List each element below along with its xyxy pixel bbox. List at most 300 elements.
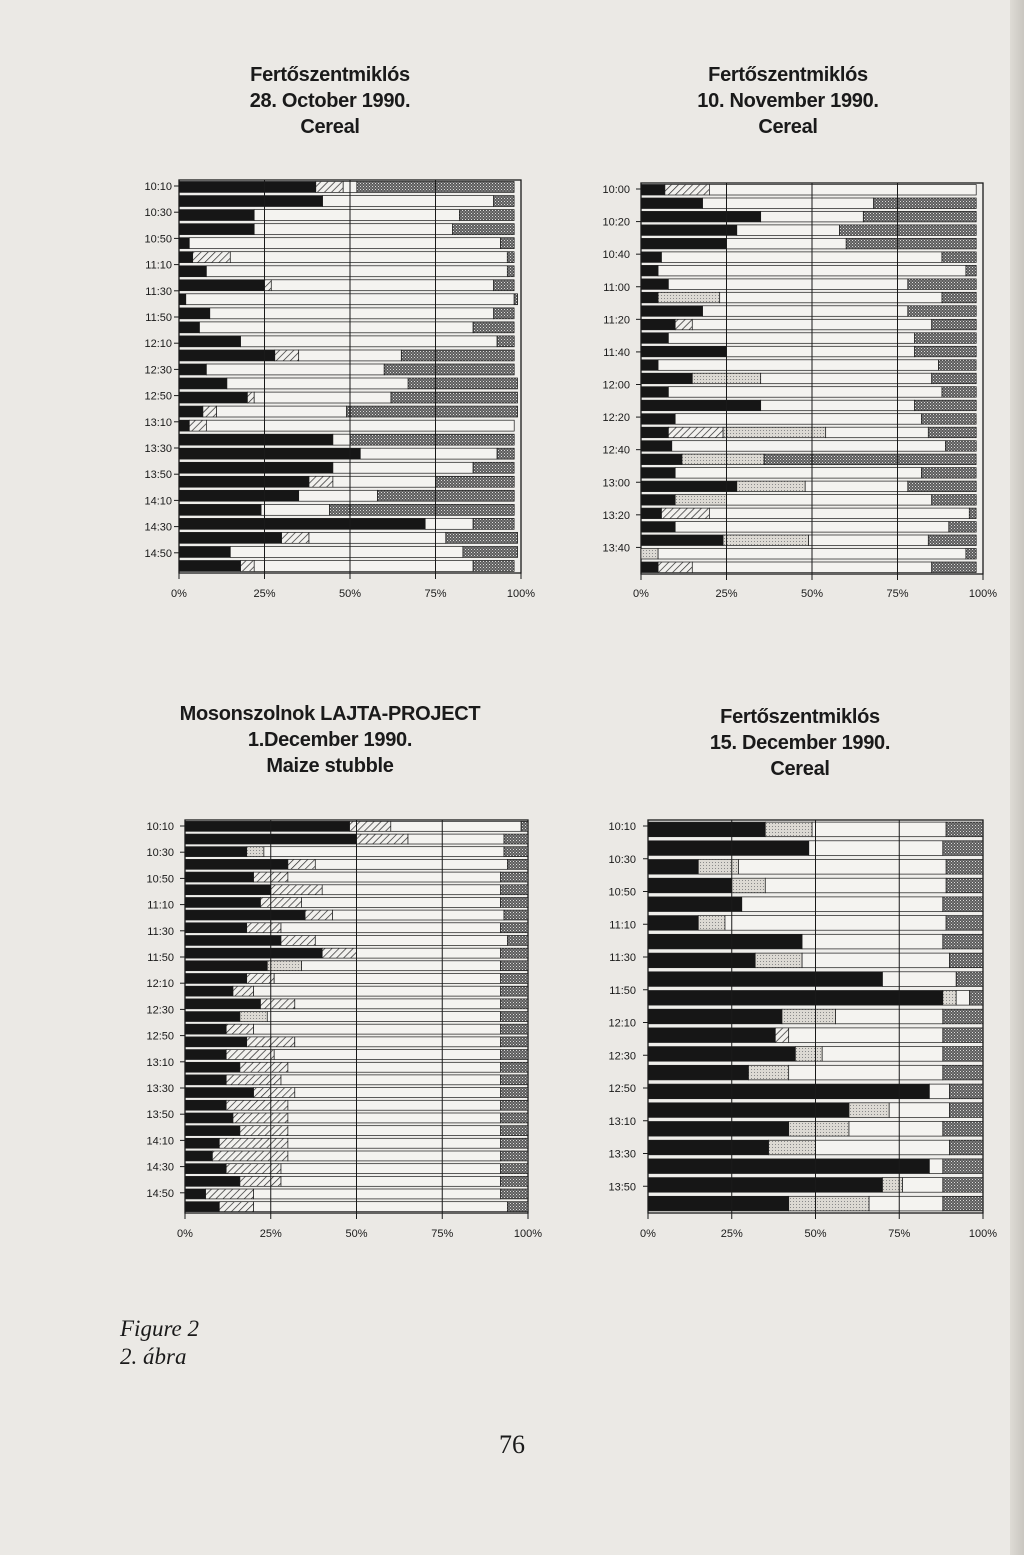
- bar-26-segment-hatched: [282, 532, 309, 543]
- y-tick-label: 13:50: [144, 469, 172, 482]
- y-tick-label: 11:00: [603, 281, 630, 294]
- bar-3-segment-stippled: [504, 847, 528, 857]
- y-tick-label: 13:10: [146, 1056, 174, 1069]
- bar-2-segment-stippled: [943, 841, 983, 856]
- bar-21-segment-dark: [648, 1196, 789, 1211]
- bar-10-segment-dark: [179, 308, 210, 319]
- bar-5-segment-stippled: [943, 897, 983, 912]
- bar-19-segment-open: [826, 427, 929, 438]
- bar-17-segment-open: [849, 1122, 943, 1137]
- bar-2-segment-dark: [648, 841, 809, 856]
- y-tick-label: 10:50: [146, 873, 174, 886]
- bar-29-segment-dark: [185, 1176, 240, 1186]
- bar-12-segment-dark: [641, 333, 668, 344]
- x-tick-label: 75%: [431, 1228, 454, 1240]
- bar-21-segment-dark: [641, 454, 682, 465]
- bar-2-segment-stippled: [494, 196, 514, 207]
- bar-20-segment-stippled: [943, 1178, 983, 1193]
- bar-31-segment-dark: [185, 1202, 219, 1212]
- bar-9-segment-dark: [641, 292, 658, 303]
- panel-4-title-habitat: Cereal: [770, 758, 830, 780]
- bar-5-segment-open: [742, 897, 943, 912]
- x-tick-label: 100%: [968, 588, 998, 600]
- y-tick-label: 12:10: [144, 338, 172, 351]
- bar-28-segment-hatched: [241, 561, 255, 572]
- bar-20-segment-stippled: [501, 1062, 528, 1072]
- bar-12-segment-dark: [648, 1028, 775, 1043]
- bar-11-segment-light: [782, 1009, 836, 1024]
- bar-21-segment-stippled: [473, 462, 514, 473]
- bar-17-segment-stippled: [943, 1122, 983, 1137]
- bar-18-segment-stippled: [950, 1140, 984, 1155]
- bar-7-segment-stippled: [943, 934, 983, 949]
- bar-20-segment-dark: [179, 448, 360, 459]
- bar-14-segment-dark: [179, 364, 206, 375]
- bar-19-segment-dark: [641, 427, 668, 438]
- y-tick-label: 10:20: [602, 216, 630, 229]
- bar-27-segment-open: [809, 535, 929, 546]
- bar-8-segment-open: [271, 280, 493, 291]
- bar-17-segment-stippled: [347, 406, 518, 417]
- bar-9-segment-stippled: [956, 972, 983, 987]
- bar-12-segment-light: [267, 961, 301, 971]
- bar-6-segment-dark: [641, 252, 662, 263]
- y-tick-label: 10:10: [608, 821, 636, 833]
- bar-10-segment-dark: [185, 936, 281, 946]
- bar-4-segment-stippled: [507, 859, 528, 869]
- bar-18-segment-open: [816, 1140, 950, 1155]
- bar-5-segment-open: [288, 872, 501, 882]
- bar-18-segment-open: [295, 1037, 501, 1047]
- bar-23-segment-dark: [185, 1100, 226, 1110]
- bar-18-segment-stippled: [921, 414, 976, 425]
- bar-6-segment-stippled: [501, 885, 528, 895]
- bar-3-segment-stippled: [863, 211, 976, 222]
- bar-1-segment-hatched: [665, 185, 710, 196]
- bar-22-segment-stippled: [501, 1088, 528, 1098]
- bar-23-segment-open: [288, 1100, 501, 1110]
- bar-16-segment-hatched: [247, 392, 254, 403]
- bar-25-segment-stippled: [473, 518, 514, 529]
- bar-28-segment-light: [641, 549, 658, 560]
- bar-5-segment-stippled: [846, 238, 976, 249]
- bar-26-segment-hatched: [219, 1138, 288, 1148]
- bar-26-segment-open: [288, 1138, 501, 1148]
- bar-22-segment-dark: [179, 476, 309, 487]
- y-tick-label: 10:10: [144, 181, 172, 193]
- bar-27-segment-dark: [179, 547, 230, 558]
- bar-28-segment-dark: [185, 1164, 226, 1174]
- x-tick-label: 100%: [513, 1228, 543, 1240]
- bar-26-segment-dark: [179, 532, 282, 543]
- y-tick-label: 13:50: [146, 1109, 174, 1122]
- bar-5-segment-dark: [185, 872, 254, 882]
- bar-7-segment-open: [302, 898, 501, 908]
- bar-31-segment-open: [254, 1202, 508, 1212]
- y-tick-label: 11:30: [145, 285, 172, 298]
- y-tick-label: 11:30: [609, 952, 636, 964]
- bar-7-segment-dark: [185, 898, 261, 908]
- bar-20-segment-open: [903, 1178, 943, 1193]
- x-tick-label: 0%: [633, 588, 649, 600]
- bar-20-segment-stippled: [497, 448, 514, 459]
- bar-8-segment-hatched: [305, 910, 332, 920]
- bar-24-segment-dark: [641, 495, 675, 506]
- bar-11-segment-dark: [641, 319, 675, 330]
- bar-28-segment-dark: [179, 561, 241, 572]
- bar-20-segment-dark: [641, 441, 672, 452]
- y-tick-label: 12:50: [146, 1030, 174, 1043]
- bar-5-segment-open: [189, 238, 500, 249]
- bar-21-segment-stippled: [764, 454, 976, 465]
- bar-10-segment-stippled: [970, 991, 983, 1006]
- bar-22-segment-hatched: [309, 476, 333, 487]
- bar-27-segment-light: [723, 535, 809, 546]
- bar-16-segment-dark: [185, 1012, 240, 1022]
- bar-13-segment-open: [274, 974, 500, 984]
- bar-27-segment-open: [288, 1151, 501, 1161]
- bar-24-segment-open: [288, 1113, 501, 1123]
- y-tick-label: 13:10: [144, 416, 172, 429]
- y-tick-label: 14:50: [144, 547, 172, 560]
- bar-17-segment-dark: [641, 400, 761, 411]
- bar-22-segment-open: [295, 1088, 501, 1098]
- bar-24-segment-stippled: [932, 495, 977, 506]
- bar-6-segment-stippled: [946, 916, 983, 931]
- bar-3-segment-open: [264, 847, 504, 857]
- x-tick-label: 0%: [640, 1228, 656, 1240]
- bar-18-segment-dark: [648, 1140, 769, 1155]
- bar-11-segment-stippled: [932, 319, 977, 330]
- bar-4-segment-dark: [185, 859, 288, 869]
- bar-27-segment-hatched: [212, 1151, 288, 1161]
- y-tick-label: 10:30: [608, 853, 636, 866]
- panel-2-title-date: 10. November 1990.: [697, 90, 879, 112]
- bar-11-segment-open: [836, 1009, 943, 1024]
- bar-13-segment-stippled: [915, 346, 977, 357]
- bar-19-segment-open: [333, 434, 350, 445]
- y-tick-label: 10:00: [602, 184, 630, 196]
- y-tick-label: 12:30: [144, 364, 172, 377]
- bar-30-segment-dark: [185, 1189, 206, 1199]
- bar-1-segment-stippled: [946, 822, 983, 837]
- y-tick-label: 13:30: [608, 1148, 636, 1161]
- bar-4-segment-stippled: [839, 225, 976, 236]
- bar-15-segment-open: [295, 999, 501, 1009]
- panel-2-title-location: Fertőszentmiklós: [708, 64, 868, 86]
- bar-12-segment-open: [668, 333, 914, 344]
- bar-5-segment-dark: [641, 238, 727, 249]
- figure-label: Figure 2: [120, 1316, 199, 1341]
- bar-29-segment-stippled: [932, 562, 977, 573]
- bar-6-segment-stippled: [507, 252, 514, 263]
- bar-21-segment-dark: [179, 462, 333, 473]
- y-tick-label: 10:30: [144, 207, 172, 220]
- bar-12-segment-open: [789, 1028, 943, 1043]
- x-tick-label: 50%: [804, 1228, 827, 1240]
- y-tick-label: 12:50: [608, 1083, 636, 1095]
- bar-17-segment-hatched: [203, 406, 217, 417]
- bar-14-segment-dark: [648, 1065, 749, 1080]
- bar-9-segment-dark: [648, 972, 883, 987]
- bar-31-segment-hatched: [219, 1202, 253, 1212]
- bar-16-segment-stippled: [391, 392, 518, 403]
- bar-24-segment-open: [727, 495, 932, 506]
- bar-17-segment-open: [761, 400, 915, 411]
- bar-8-segment-open: [668, 279, 907, 290]
- x-tick-label: 25%: [253, 588, 276, 600]
- bar-4-segment-stippled: [946, 878, 983, 893]
- y-tick-label: 11:10: [147, 899, 174, 912]
- bar-16-segment-stippled: [501, 1012, 528, 1022]
- bar-4-segment-dark: [641, 225, 737, 236]
- bar-23-segment-dark: [641, 481, 737, 492]
- bar-6-segment-stippled: [942, 252, 976, 263]
- bar-3-segment-light: [698, 860, 738, 875]
- bar-6-segment-hatched: [193, 252, 231, 263]
- bar-8-segment-light: [755, 953, 802, 968]
- bar-10-segment-open: [210, 308, 494, 319]
- bar-29-segment-stippled: [501, 1176, 528, 1186]
- bar-11-segment-open: [200, 322, 474, 333]
- bar-2-segment-open: [408, 834, 504, 844]
- bar-27-segment-open: [230, 547, 463, 558]
- bar-18-segment-open: [675, 414, 921, 425]
- bar-2-segment-hatched: [357, 834, 409, 844]
- bar-29-segment-hatched: [658, 562, 692, 573]
- bar-7-segment-dark: [641, 265, 658, 276]
- bar-13-segment-hatched: [247, 974, 274, 984]
- bar-19-segment-light: [723, 427, 826, 438]
- bar-3-segment-open: [254, 210, 459, 221]
- bar-17-segment-dark: [179, 406, 203, 417]
- bar-8-segment-dark: [641, 279, 668, 290]
- y-tick-label: 14:50: [146, 1187, 174, 1200]
- bar-26-segment-stippled: [501, 1138, 528, 1148]
- bar-10-segment-stippled: [507, 936, 528, 946]
- bar-5-segment-stippled: [501, 872, 528, 882]
- bar-6-segment-open: [230, 252, 507, 263]
- bar-5-segment-stippled: [501, 238, 515, 249]
- bar-28-segment-stippled: [966, 549, 976, 560]
- panel-4-title-location: Fertőszentmiklós: [720, 706, 880, 728]
- bar-16-segment-light: [240, 1012, 267, 1022]
- bar-11-segment-stippled: [473, 322, 514, 333]
- bar-12-segment-open: [241, 336, 498, 347]
- bar-14-segment-dark: [641, 360, 658, 371]
- bar-14-segment-stippled: [939, 360, 977, 371]
- bar-28-segment-stippled: [501, 1164, 528, 1174]
- y-tick-label: 11:50: [609, 984, 636, 997]
- bar-28-segment-open: [254, 561, 473, 572]
- bar-10-segment-light: [943, 991, 956, 1006]
- bar-23-segment-stippled: [501, 1100, 528, 1110]
- bar-3-segment-light: [247, 847, 264, 857]
- panel-2-title-habitat: Cereal: [758, 116, 818, 138]
- bar-6-segment-open: [662, 252, 942, 263]
- bar-16-segment-light: [849, 1103, 889, 1118]
- bar-14-segment-open: [254, 986, 501, 996]
- bar-30-segment-stippled: [501, 1189, 528, 1199]
- y-tick-label: 11:40: [603, 346, 630, 359]
- x-tick-label: 100%: [968, 1228, 998, 1240]
- bar-3-segment-dark: [648, 860, 698, 875]
- bar-14-segment-stippled: [943, 1065, 983, 1080]
- bar-17-segment-open: [254, 1024, 501, 1034]
- bar-21-segment-open: [333, 462, 473, 473]
- bar-16-segment-stippled: [950, 1103, 984, 1118]
- bar-1-segment-dark: [641, 185, 665, 196]
- bar-26-segment-open: [309, 532, 446, 543]
- bar-8-segment-stippled: [504, 910, 528, 920]
- bar-22-segment-dark: [641, 468, 675, 479]
- bar-16-segment-dark: [648, 1103, 849, 1118]
- bar-21-segment-open: [281, 1075, 501, 1085]
- bar-6-segment-open: [322, 885, 500, 895]
- bar-19-segment-open: [929, 1159, 942, 1174]
- bar-27-segment-stippled: [501, 1151, 528, 1161]
- bar-2-segment-open: [323, 196, 494, 207]
- bar-25-segment-dark: [179, 518, 425, 529]
- bar-14-segment-stippled: [384, 364, 514, 375]
- bar-9-segment-stippled: [942, 292, 976, 303]
- y-tick-label: 11:30: [147, 925, 174, 938]
- bar-4-segment-dark: [179, 224, 254, 235]
- bar-22-segment-open: [675, 468, 921, 479]
- bar-6-segment-dark: [179, 252, 193, 263]
- bar-25-segment-stippled: [969, 508, 976, 518]
- bar-19-segment-dark: [185, 1050, 226, 1060]
- y-tick-label: 11:10: [145, 259, 172, 272]
- bar-24-segment-light: [675, 495, 726, 506]
- bar-11-segment-hatched: [322, 948, 356, 958]
- bar-24-segment-stippled: [501, 1113, 528, 1123]
- bar-20-segment-dark: [648, 1178, 883, 1193]
- bar-8-segment-open: [333, 910, 505, 920]
- bar-11-segment-dark: [185, 948, 322, 958]
- y-tick-label: 14:10: [144, 495, 172, 508]
- bar-8-segment-dark: [648, 953, 755, 968]
- bar-25-segment-open: [709, 508, 969, 518]
- bar-26-segment-dark: [185, 1138, 219, 1148]
- bar-24-segment-stippled: [330, 504, 515, 515]
- bar-7-segment-dark: [648, 934, 802, 949]
- bar-25-segment-hatched: [662, 508, 710, 518]
- bar-3-segment-stippled: [946, 860, 983, 875]
- bar-27-segment-stippled: [928, 535, 976, 546]
- bar-6-segment-light: [698, 916, 725, 931]
- bar-29-segment-open: [281, 1176, 501, 1186]
- bar-9-segment-open: [281, 923, 501, 933]
- bar-10-segment-dark: [648, 991, 943, 1006]
- bar-1-segment-hatched: [350, 821, 391, 831]
- bar-2-segment-open: [809, 841, 943, 856]
- bar-15-segment-hatched: [261, 999, 295, 1009]
- bar-17-segment-dark: [648, 1122, 789, 1137]
- bar-7-segment-stippled: [507, 266, 514, 277]
- bar-4-segment-hatched: [288, 859, 315, 869]
- bar-28-segment-open: [281, 1164, 501, 1174]
- x-tick-label: 75%: [424, 588, 447, 600]
- bar-14-segment-stippled: [501, 986, 528, 996]
- bar-10-segment-hatched: [281, 936, 315, 946]
- bar-26-segment-dark: [641, 522, 675, 533]
- panel-1-title-location: Fertőszentmiklós: [250, 64, 410, 86]
- x-tick-label: 25%: [715, 588, 738, 600]
- bar-29-segment-dark: [641, 562, 658, 573]
- bar-26-segment-stippled: [949, 522, 976, 533]
- bar-22-segment-stippled: [436, 476, 515, 487]
- bar-7-segment-hatched: [261, 898, 302, 908]
- bar-8-segment-hatched: [265, 280, 272, 291]
- bar-17-segment-dark: [185, 1024, 226, 1034]
- bar-2-segment-open: [703, 198, 874, 209]
- bar-16-segment-open: [267, 1012, 500, 1022]
- bar-16-segment-open: [889, 1103, 949, 1118]
- bar-9-segment-stippled: [514, 294, 517, 305]
- y-tick-label: 13:50: [608, 1181, 636, 1194]
- bar-23-segment-stippled: [908, 481, 976, 492]
- bar-29-segment-hatched: [240, 1176, 281, 1186]
- y-tick-label: 11:10: [609, 919, 636, 932]
- bar-18-segment-dark: [185, 1037, 247, 1047]
- panel-4-title-date: 15. December 1990.: [709, 732, 891, 754]
- y-tick-label: 12:50: [144, 390, 172, 403]
- bar-21-segment-stippled: [501, 1075, 528, 1085]
- chart-panel-4: [608, 820, 997, 1240]
- bar-19-segment-dark: [179, 434, 333, 445]
- bar-15-segment-open: [761, 373, 932, 384]
- bar-10-segment-stippled: [908, 306, 976, 317]
- y-tick-label: 12:10: [146, 978, 174, 991]
- bar-13-segment-dark: [641, 346, 727, 357]
- bar-1-segment-dark: [179, 182, 316, 193]
- bar-17-segment-stippled: [915, 400, 977, 411]
- y-tick-label: 13:20: [602, 509, 630, 522]
- bar-8-segment-open: [802, 953, 949, 968]
- figure-caption: [120, 1315, 199, 1371]
- bar-7-segment-stippled: [501, 898, 528, 908]
- bar-15-segment-stippled: [932, 373, 977, 384]
- y-tick-label: 12:10: [608, 1017, 636, 1030]
- bar-13-segment-stippled: [943, 1047, 983, 1062]
- bar-28-segment-stippled: [473, 561, 514, 572]
- bar-13-segment-light: [795, 1047, 822, 1062]
- y-tick-label: 12:00: [602, 379, 630, 392]
- bar-12-segment-stippled: [501, 961, 528, 971]
- bar-4-segment-open: [765, 878, 946, 893]
- bar-19-segment-stippled: [350, 434, 514, 445]
- bar-27-segment-dark: [641, 535, 723, 546]
- bar-12-segment-hatched: [775, 1028, 788, 1043]
- bar-28-segment-hatched: [226, 1164, 281, 1174]
- bar-18-segment-dark: [179, 420, 189, 431]
- y-tick-label: 12:30: [608, 1050, 636, 1063]
- bar-30-segment-hatched: [206, 1189, 254, 1199]
- bar-7-segment-stippled: [966, 265, 976, 276]
- bar-4-segment-dark: [648, 878, 732, 893]
- y-tick-label: 14:10: [146, 1135, 174, 1148]
- bar-10-segment-open: [956, 991, 969, 1006]
- bar-8-segment-dark: [179, 280, 265, 291]
- bar-8-segment-stippled: [908, 279, 976, 290]
- bar-17-segment-stippled: [501, 1024, 528, 1034]
- bar-6-segment-dark: [648, 916, 698, 931]
- bar-12-segment-dark: [185, 961, 267, 971]
- abra-label: 2. ábra: [120, 1344, 187, 1369]
- bar-17-segment-light: [789, 1122, 849, 1137]
- x-tick-label: 50%: [345, 1228, 368, 1240]
